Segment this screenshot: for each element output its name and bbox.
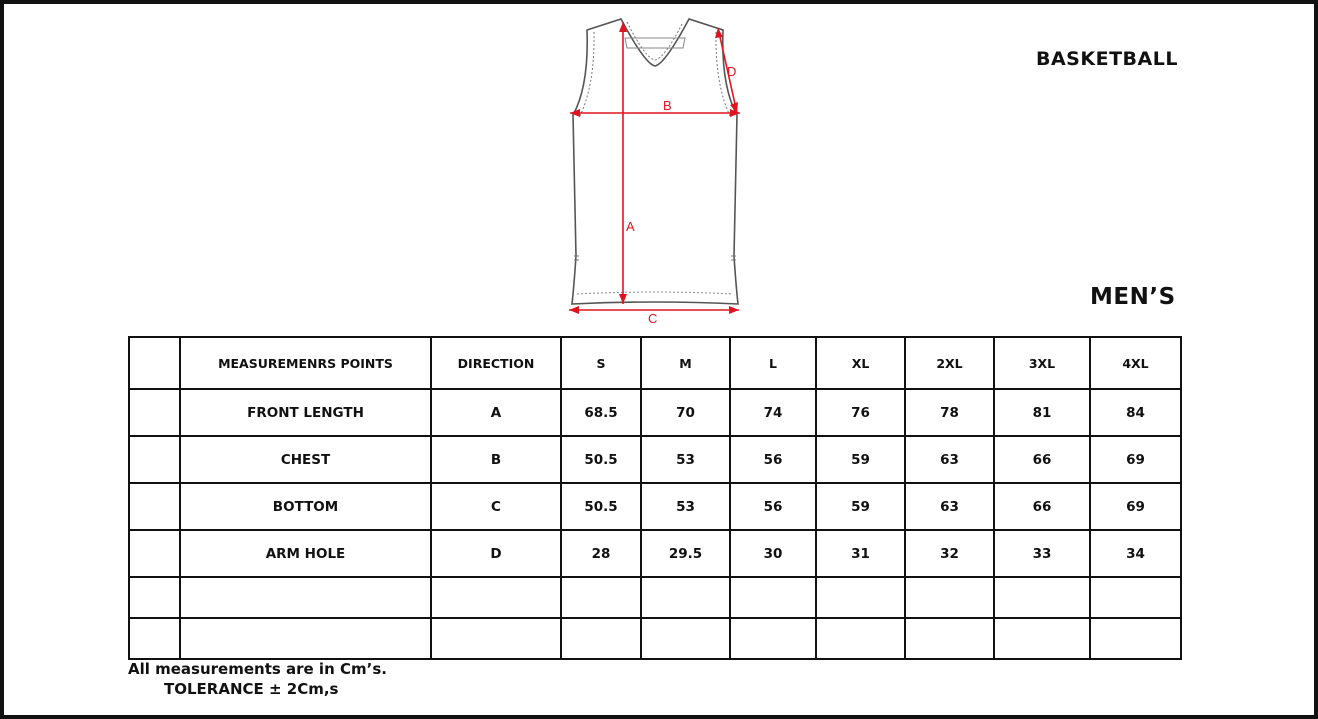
row-blank-cell [129, 530, 180, 577]
empty-cell [905, 618, 994, 659]
measure-label-c: C [648, 311, 658, 326]
empty-cell [129, 577, 180, 618]
direction-cell: A [431, 389, 561, 436]
table-row [129, 483, 1181, 530]
value-cell: 30 [730, 530, 816, 577]
measure-label-b: B [663, 98, 672, 113]
empty-cell [816, 577, 905, 618]
header-size-cell: L [730, 337, 816, 389]
value-cell: 53 [641, 483, 730, 530]
jersey-diagram [555, 14, 755, 326]
point-cell: CHEST [180, 436, 431, 483]
empty-cell [431, 618, 561, 659]
header-points-cell: MEASUREMENRS POINTS [180, 337, 431, 389]
value-cell: 84 [1090, 389, 1181, 436]
empty-cell [561, 577, 641, 618]
units-note: All measurements are in Cm’s. [128, 660, 387, 678]
header-size-cell: 3XL [994, 337, 1090, 389]
value-cell: 34 [1090, 530, 1181, 577]
value-cell: 56 [730, 436, 816, 483]
value-cell: 59 [816, 436, 905, 483]
empty-cell [905, 577, 994, 618]
point-cell: ARM HOLE [180, 530, 431, 577]
direction-cell: B [431, 436, 561, 483]
row-blank-cell [129, 436, 180, 483]
value-cell: 66 [994, 436, 1090, 483]
value-cell: 59 [816, 483, 905, 530]
header-blank-cell [129, 337, 180, 389]
tolerance-note: TOLERANCE ± 2Cm,s [164, 680, 339, 698]
value-cell: 66 [994, 483, 1090, 530]
header-size-cell: 2XL [905, 337, 994, 389]
header-direction-cell: DIRECTION [431, 337, 561, 389]
empty-cell [641, 618, 730, 659]
sport-title: BASKETBALL [1036, 48, 1178, 70]
table-header-row [129, 337, 1181, 389]
measure-label-a: A [626, 219, 635, 234]
empty-cell [180, 577, 431, 618]
value-cell: 78 [905, 389, 994, 436]
value-cell: 50.5 [561, 483, 641, 530]
value-cell: 33 [994, 530, 1090, 577]
empty-cell [730, 577, 816, 618]
empty-cell [561, 618, 641, 659]
row-blank-cell [129, 483, 180, 530]
value-cell: 63 [905, 483, 994, 530]
header-size-cell: XL [816, 337, 905, 389]
header-size-cell: 4XL [1090, 337, 1181, 389]
measure-label-d: D [727, 64, 737, 79]
value-cell: 63 [905, 436, 994, 483]
value-cell: 31 [816, 530, 905, 577]
header-size-cell: S [561, 337, 641, 389]
point-cell: BOTTOM [180, 483, 431, 530]
table-row [129, 389, 1181, 436]
jersey-outline-icon [572, 19, 738, 304]
value-cell: 29.5 [641, 530, 730, 577]
empty-cell [994, 577, 1090, 618]
value-cell: 74 [730, 389, 816, 436]
empty-cell [816, 618, 905, 659]
value-cell: 69 [1090, 483, 1181, 530]
value-cell: 68.5 [561, 389, 641, 436]
category-title: MEN’S [1090, 284, 1176, 310]
table-row-empty [129, 577, 1181, 618]
row-blank-cell [129, 389, 180, 436]
empty-cell [180, 618, 431, 659]
empty-cell [129, 618, 180, 659]
empty-cell [1090, 577, 1181, 618]
value-cell: 70 [641, 389, 730, 436]
direction-cell: C [431, 483, 561, 530]
empty-cell [730, 618, 816, 659]
value-cell: 76 [816, 389, 905, 436]
empty-cell [431, 577, 561, 618]
table-row [129, 530, 1181, 577]
value-cell: 69 [1090, 436, 1181, 483]
value-cell: 56 [730, 483, 816, 530]
empty-cell [994, 618, 1090, 659]
table-row-empty [129, 618, 1181, 659]
value-cell: 81 [994, 389, 1090, 436]
empty-cell [1090, 618, 1181, 659]
table-row [129, 436, 1181, 483]
value-cell: 28 [561, 530, 641, 577]
header-size-cell: M [641, 337, 730, 389]
value-cell: 50.5 [561, 436, 641, 483]
empty-cell [641, 577, 730, 618]
point-cell: FRONT LENGTH [180, 389, 431, 436]
direction-cell: D [431, 530, 561, 577]
value-cell: 53 [641, 436, 730, 483]
size-chart-table [128, 336, 1182, 660]
value-cell: 32 [905, 530, 994, 577]
